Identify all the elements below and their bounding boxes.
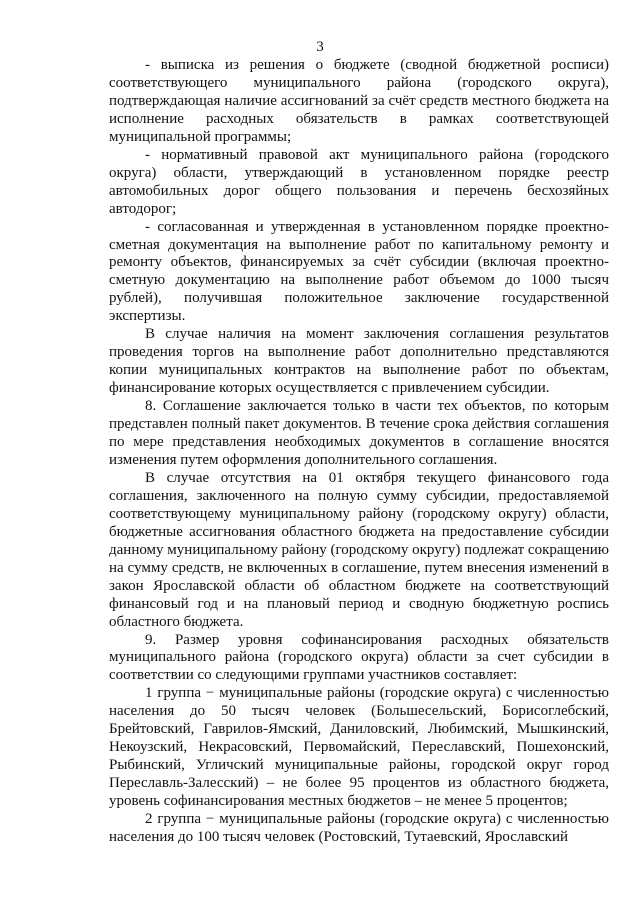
- paragraph-design-estimate: - согласованная и утвержденная в установленном порядке проектно-сметная документация на выполнение работ по капитальному ремонту и ремонту объектов, финансируемых за счёт субсидии (включая проектно-сметную документацию на выполнение работ объемом до 1000 тысяч рублей), получившая положительное заключение государственной экспертизы.: [109, 218, 609, 325]
- document-body: [109, 57, 609, 847]
- paragraph-clause-8: 8. Соглашение заключается только в части тех объектов, по которым представлен полный пакет документов. В течение срока действия соглашения по мере представления необходимых документов в соглашение вносятся изменения путем оформления дополнительного соглашения.: [109, 398, 609, 468]
- paragraph-clause-9: 9. Размер уровня софинансирования расходных обязательств муниципального района (городского округа) области за счет субсидии в соответствии со следующими группами участников составляет:: [109, 631, 609, 684]
- paragraph-october-deadline: В случае отсутствия на 01 октября текущего финансового года соглашения, заключенного на полную сумму субсидии, предоставляемой соответствующему муниципальному району (городскому округу) области, бюджетные ассигнования областного бюджета на предоставление субсидии данному муниципальному району (городскому округу) подлежат сокращению на сумму средств, не включенных в соглашение, путем внесения изменений в закон Ярославской области об областном бюджете на соответствующий финансовый год и на плановый период и сводную бюджетную роспись областного бюджета.: [109, 469, 609, 630]
- page-number: 3: [316, 39, 324, 55]
- paragraph-tender-results: В случае наличия на момент заключения соглашения результатов проведения торгов на выполнение работ дополнительно представляются копии муниципальных контрактов на выполнение работ по объектам, финансирование которых осуществляется с привлечением субсидии.: [109, 326, 609, 397]
- paragraph-group-1: 1 группа − муниципальные районы (городские округа) с численностью населения до 50 тысяч человек (Большесельский, Борисоглебский, Брейтовский, Гаврилов-Ямский, Даниловский, Любимский, Мышкинский, Некоузский, Некрасовский, Первомайский, Переславский, Пошехонский, Рыбинский, Угличский муниципальные районы, городской округ город Переславль-Залесский) – не более 95 процентов из областного бюджета, уровень софинансирования местных бюджетов – не менее 5 процентов;: [109, 685, 609, 810]
- paragraph-group-2: 2 группа − муниципальные районы (городские округа) с численностью населения до 100 тысяч человек (Ростовский, Тутаевский, Ярославский: [109, 811, 609, 845]
- paragraph-normative-act: - нормативный правовой акт муниципального района (городского округа) области, утверждающий в установленном порядке реестр автомобильных дорог общего пользования и перечень бесхозяйных автодорог;: [109, 146, 609, 217]
- paragraph-extract-budget-decision: - выписка из решения о бюджете (сводной бюджетной росписи) соответствующего муниципального района (городского округа), подтверждающая наличие ассигнований за счёт средств местного бюджета на исполнение расходных обязательств в рамках соответствующей муниципальной программы;: [109, 57, 609, 145]
